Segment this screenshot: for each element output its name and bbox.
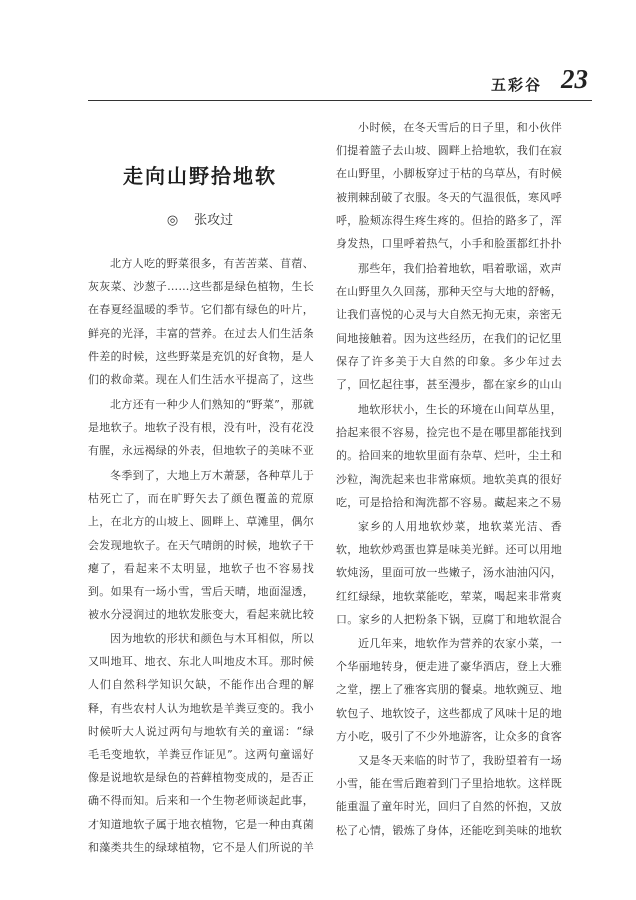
header-rule [88, 100, 592, 101]
paragraph: 北方人吃的野菜很多，有苦苦菜、苜蓿、灰灰菜、沙葱子……这些都是绿色植物，生长在春夏经温暖的季节。它们都有绿色的叶片，鲜亮的光泽，丰富的营养。在过去人们生活条件差的时候，这些野菜是充饥的好食物，是人们的救命菜。现在人们生活水平提高了，这些 [88, 257, 314, 387]
column-name: 五彩谷 [490, 76, 542, 94]
paragraph: 又是冬天来临的时节了，我盼望着有一场小雪，能在雪后跑着到门子里拾地软。这样既能重温了童年时光，回归了自然的怀抱，又放松了心情，锻炼了身体，还能吃到美味的地软 [336, 754, 562, 837]
byline [90, 209, 310, 228]
paragraph: 家乡的人用地软炒菜，地软菜光洁、香软，地软炒鸡蛋也算是味美光鲜。还可以用地软炖汤，里面可放一些嫩子，汤水油油闪闪，红红绿绿，地软菜能吃，荤菜，喝起来非常爽口。家乡的人把粉条下锅，豆腐丁和地软混合 [336, 520, 562, 626]
article-title: 走向山野拾地软 [123, 164, 277, 188]
page-number: 23 [561, 64, 588, 94]
paragraph: 北方还有一种少人们熟知的“野菜”，那就是地软子。地软子没有根，没有叶，没有花没有腥，永远褐绿的外表，但地软子的美味不亚 [88, 398, 314, 458]
paragraph: 那些年，我们拾着地软，唱着歌谣，欢声在山野里久久回荡，那种天空与大地的舒畅，让我们喜悦的心灵与大自然无拘无束，亲密无间地接触着。因为这些经历，在我们的记忆里保存了许多美于大自然的印象。多少年过去了，回忆起往事，甚至漫步，都在家乡的山山 [336, 262, 562, 392]
paragraph: 地软形状小，生长的环境在山间草丛里，拾起来很不容易，捡完也不是在哪里都能找到的。拾回来的地软里面有杂草、烂叶，尘土和沙粒，淘洗起来也非常麻烦。地软美真的很好吃，可是拾拾和淘洗都不容易。藏起来之不易 [336, 403, 562, 509]
paragraph: 冬季到了，大地上万木萧瑟，各种草儿于枯死亡了，而在旷野矢去了颜色覆盖的荒原上，在北方的山坡上、圆畔上、草滩里，偶尔会发现地软子。在天气晴朗的时候，地软子干瘪了，看起来不太明显，地软子也不容易找到。如果有一场小雪，雪后天晴，地面湿透，被水分浸润过的地软发胀变大，看起来就比较 [88, 469, 314, 622]
byline-mark: ◎ [166, 213, 179, 228]
paragraph: 因为地软的形状和颜色与木耳相似，所以又叫地耳、地衣、东北人叫地皮木耳。那时候人们自然科学知识欠缺，不能作出合理的解释，有些农村人认为地软是羊粪豆变的。我小时候听大人说过两句与地软有关的童谣：“绿毛毛变地软，羊粪豆作证见”。这两句童谣好像是说地软是绿色的苔藓植物变成的，是否正确不得而知。后来和一个生物老师谈起此事，才知道地软子属于地衣植物，它是一种由真菌和藻类共生的绿球植物，它不是人们所说的羊 [88, 632, 314, 854]
paragraph: 小时候，在冬天雪后的日子里，和小伙伴们提着篮子去山坡、圆畔上拾地软，我们在寂在山野里，小脚板穿过于枯的乌草丛，有时候被荆棘刮破了衣服。冬天的气温很低，寒风呼呼，脸颊冻得生疼生疼的。但拾的路多了，浑身发热，口里呼着热气，小手和脸蛋都红扑扑 [336, 121, 562, 251]
author-name: 张攻过 [194, 213, 234, 228]
paragraph: 近几年来，地软作为营养的农家小菜，一个华丽地转身，便走进了豪华酒店，登上大雅之堂，摆上了雅客宾朋的餐桌。地软豌豆、地软包子、地软饺子，这些都成了风味十足的地方小吃，吸引了不少外地游客，让众多的食客 [336, 637, 562, 743]
